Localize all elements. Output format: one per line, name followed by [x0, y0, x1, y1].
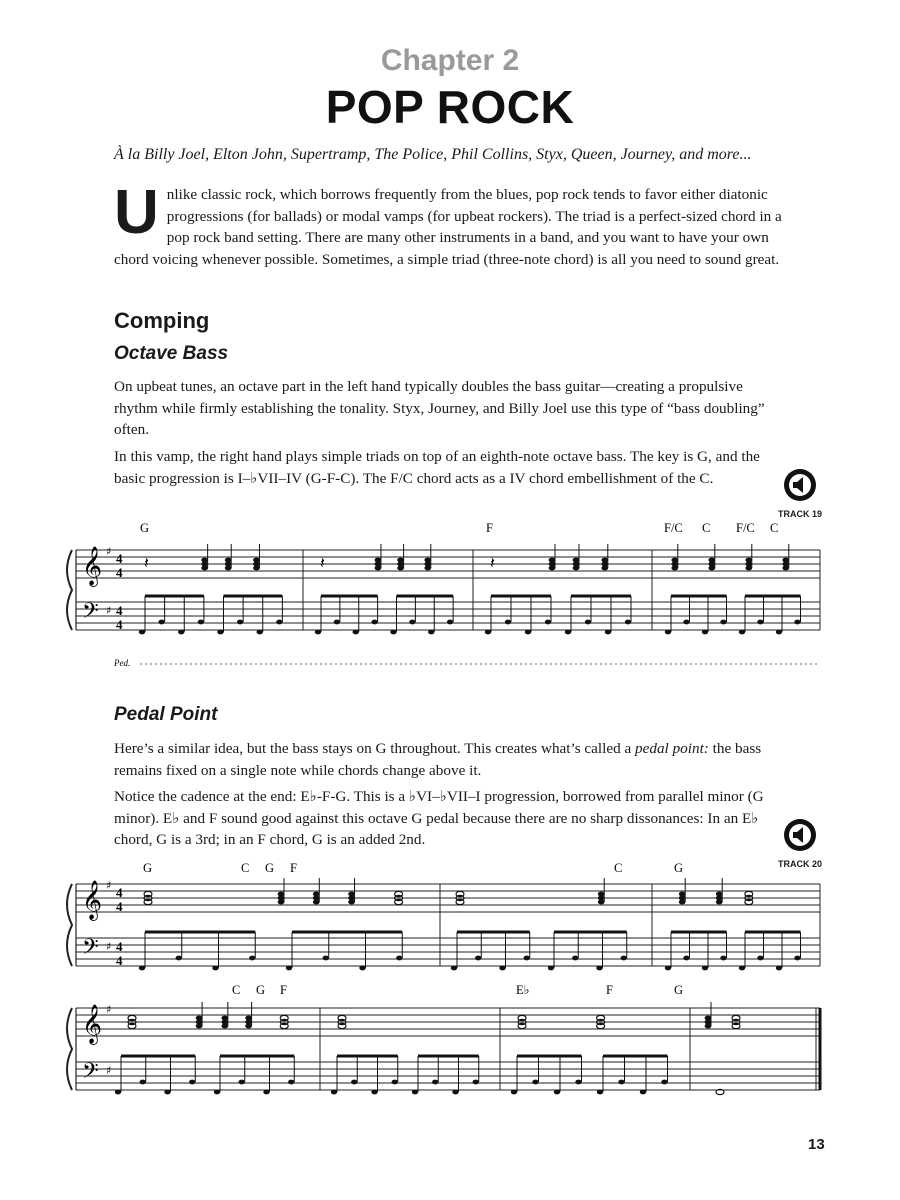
note-head: [323, 956, 329, 961]
time-signature-bottom: 4: [116, 953, 123, 968]
chapter-subtitle: À la Billy Joel, Elton John, Supertramp, The Police, Phil Collins, Styx, Queen, Journey, and more...: [114, 146, 752, 163]
note-head: [511, 1090, 517, 1095]
note-head: [720, 956, 726, 961]
pp-text-b: the bass remains fixed on a single note while chords change above it.: [114, 740, 762, 779]
chord-symbol: F: [606, 983, 613, 997]
note-head: [665, 630, 671, 635]
chord-symbol: G: [256, 983, 266, 997]
note-head: [263, 1090, 269, 1095]
note-head: [485, 630, 491, 635]
note-head: [525, 630, 531, 635]
note-head: [424, 566, 431, 571]
note-head: [313, 900, 320, 905]
chord-symbol: F: [280, 983, 287, 997]
note-head: [505, 620, 511, 625]
time-signature-top: 4: [116, 603, 123, 618]
pp-text-a: Here’s a similar idea, but the bass stays on G throughout. This creates what’s called a: [114, 740, 636, 757]
note-head: [158, 620, 164, 625]
note-head: [315, 630, 321, 635]
note-head: [598, 900, 605, 905]
note-head: [683, 620, 689, 625]
note-head: [396, 956, 402, 961]
note-head: [524, 956, 530, 961]
quarter-rest: 𝄽: [144, 553, 149, 572]
note-head: [221, 1024, 228, 1029]
note-head: [176, 956, 182, 961]
intro-paragraph: [114, 178, 804, 270]
drop-cap: U: [114, 178, 159, 247]
subsection-heading-octave-bass: Octave Bass: [114, 343, 229, 364]
key-signature-sharp: ♯: [106, 1003, 112, 1016]
brace: [67, 884, 72, 966]
note-head: [716, 900, 723, 905]
note-head: [253, 566, 260, 571]
note-head: [473, 1080, 479, 1085]
note-head: [757, 956, 763, 961]
quarter-rest: 𝄽: [320, 553, 325, 572]
key-signature-sharp: ♯: [106, 879, 112, 892]
note-head: [212, 966, 218, 971]
note-head: [257, 630, 263, 635]
note-head: [375, 566, 382, 571]
note-head: [596, 966, 602, 971]
note-head: [720, 620, 726, 625]
note-head: [214, 1090, 220, 1095]
note-head: [705, 1024, 712, 1029]
pedal-point-paragraph-2: Notice the cadence at the end: E♭-F-G. This is a ♭VI–♭VII–I progression, borrowed from parallel minor (G minor). E♭ and F sound good against this octave G pedal because there are no sharp dissonances: In an E♭ chord, G is a 3rd; in an F chord, G is an added 2nd.: [114, 788, 764, 849]
track-19-label: TRACK 19: [777, 509, 822, 519]
note-head: [640, 1090, 646, 1095]
time-signature-top: 4: [116, 939, 123, 954]
note-head: [371, 620, 377, 625]
note-head: [409, 620, 415, 625]
note-head: [164, 1090, 170, 1095]
note-head: [618, 1080, 624, 1085]
note-head: [665, 966, 671, 971]
key-signature-sharp: ♯: [106, 545, 112, 558]
note-head: [545, 620, 551, 625]
chord-symbols: [143, 861, 683, 875]
note-head: [605, 630, 611, 635]
note-head: [597, 1090, 603, 1095]
section-heading-comping: Comping: [114, 308, 210, 333]
note-head: [671, 566, 678, 571]
grand-staff: [67, 878, 820, 970]
chord-symbol: E♭: [516, 983, 530, 997]
note-head: [452, 1090, 458, 1095]
chord-symbol: G: [143, 861, 153, 875]
chord-symbol: F: [486, 521, 493, 535]
note-head: [278, 900, 285, 905]
note-head: [475, 956, 481, 961]
chapter-label: Chapter 2: [380, 44, 520, 77]
chord-symbol: C: [614, 861, 623, 875]
note-head: [276, 620, 282, 625]
pedal-marking: Ped.: [114, 658, 131, 668]
note-head: [572, 956, 578, 961]
brace: [67, 550, 72, 630]
intro-text: nlike classic rock, which borrows frequently from the blues, pop rock tends to favor either diatonic progressions (for ballads) or modal vamps (for upbeat rockers). The triad is a perfect-sized chord in a pop rock band setting. There are many other instruments in a band, and you want to have your own chord voicing whenever possible. Sometimes, a simple triad (three-note chord) is all you need to sound great.: [114, 186, 782, 268]
note-head: [288, 1080, 294, 1085]
track-20-label: TRACK 20: [777, 859, 822, 869]
note-head: [708, 566, 715, 571]
note-head: [432, 1080, 438, 1085]
note-head: [757, 620, 763, 625]
note-head: [683, 956, 689, 961]
bass-clef-icon: 𝄢: [82, 599, 99, 629]
note-head: [447, 620, 453, 625]
note-head: [198, 620, 204, 625]
note-head: [371, 1090, 377, 1095]
treble-clef-icon: 𝄞: [82, 880, 103, 920]
chord-symbols: [232, 983, 683, 997]
note-head: [679, 900, 686, 905]
note-head: [286, 966, 292, 971]
chord-symbol: G: [674, 983, 684, 997]
chord-symbol: C: [241, 861, 250, 875]
note-head: [397, 566, 404, 571]
note-head: [392, 1080, 398, 1085]
bass-clef-icon: 𝄢: [82, 1059, 99, 1089]
note-head: [702, 966, 708, 971]
note-head: [390, 630, 396, 635]
note-head: [196, 1024, 203, 1029]
pedal-point-paragraph-1: [114, 738, 782, 781]
treble-clef-icon: 𝄞: [82, 546, 103, 586]
time-signature-bottom: 4: [116, 565, 123, 580]
note-head: [794, 956, 800, 961]
quarter-rest: 𝄽: [490, 553, 495, 572]
note-head: [661, 1080, 667, 1085]
speaker-icon: [783, 468, 817, 502]
note-head: [782, 566, 789, 571]
note-head: [225, 566, 232, 571]
note-head: [245, 1024, 252, 1029]
note-head: [554, 1090, 560, 1095]
note-head: [351, 1080, 357, 1085]
key-signature-sharp: ♯: [106, 940, 112, 953]
note-head: [353, 630, 359, 635]
note-head: [625, 620, 631, 625]
note-head: [702, 630, 708, 635]
note-head: [532, 1080, 538, 1085]
key-signature-sharp: ♯: [106, 1064, 112, 1077]
chord-symbol: G: [674, 861, 684, 875]
note-head: [776, 966, 782, 971]
note-head: [776, 630, 782, 635]
page-number: 13: [808, 1136, 825, 1153]
note-head: [178, 630, 184, 635]
note-head: [412, 1090, 418, 1095]
chord-symbol: C: [770, 521, 779, 535]
time-signature-top: 4: [116, 551, 123, 566]
note-head: [348, 900, 355, 905]
note-head: [575, 1080, 581, 1085]
chord-symbol: F/C: [736, 521, 755, 535]
chord-symbol: F/C: [664, 521, 683, 535]
note-head: [585, 620, 591, 625]
note-head: [621, 956, 627, 961]
treble-clef-icon: 𝄞: [82, 1004, 103, 1044]
note-head: [739, 966, 745, 971]
time-signature-bottom: 4: [116, 617, 123, 632]
note-head: [739, 630, 745, 635]
note-head: [249, 956, 255, 961]
note-head: [565, 630, 571, 635]
speaker-icon: [783, 818, 817, 852]
grand-staff: [67, 1002, 820, 1095]
time-signature-bottom: 4: [116, 899, 123, 914]
pedal-point-score-row-2: [0, 982, 900, 1112]
note-head: [499, 966, 505, 971]
chord-symbol: G: [140, 521, 150, 535]
note-head: [428, 630, 434, 635]
octave-bass-paragraph-2: In this vamp, the right hand plays simple triads on top of an eighth-note octave bass. The key is G, and the basic progression is I–♭VII–IV (G-F-C). The F/C chord acts as a IV chord embellishment of the C.: [114, 448, 760, 487]
note-head: [217, 630, 223, 635]
chord-symbols: [140, 521, 778, 535]
chord-symbol: C: [702, 521, 711, 535]
note-head: [794, 620, 800, 625]
pedal-point-score-row-1: [0, 858, 900, 988]
note-head: [745, 566, 752, 571]
note-head: [115, 1090, 121, 1095]
note-head: [549, 566, 556, 571]
chord-symbol: C: [232, 983, 241, 997]
note-head: [140, 1080, 146, 1085]
track-19-badge[interactable]: [770, 468, 830, 519]
note-head: [601, 566, 608, 571]
octave-bass-paragraph-1: On upbeat tunes, an octave part in the left hand typically doubles the bass guitar—creating a propulsive rhythm while firmly establishing the tonality. Styx, Journey, and Billy Joel use this type of “bass doubling” often.: [114, 378, 765, 439]
note-head: [139, 966, 145, 971]
note-head: [201, 566, 208, 571]
brace: [67, 1008, 72, 1090]
bass-clef-icon: 𝄢: [82, 935, 99, 965]
chord-symbol: G: [265, 861, 275, 875]
note-head: [548, 966, 554, 971]
note-head: [573, 566, 580, 571]
key-signature-sharp: ♯: [106, 604, 112, 617]
time-signature-top: 4: [116, 885, 123, 900]
note-head: [359, 966, 365, 971]
note-head: [237, 620, 243, 625]
chapter-title: POP ROCK: [325, 81, 575, 133]
subsection-heading-pedal-point: Pedal Point: [114, 704, 218, 725]
grand-staff: [67, 544, 820, 634]
pp-text-em: pedal point:: [635, 740, 709, 757]
chord-symbol: F: [290, 861, 297, 875]
note-head: [139, 630, 145, 635]
note-head: [189, 1080, 195, 1085]
note-head: [451, 966, 457, 971]
octave-bass-score: [0, 520, 900, 680]
note-head: [331, 1090, 337, 1095]
note-head: [239, 1080, 245, 1085]
note-head: [334, 620, 340, 625]
